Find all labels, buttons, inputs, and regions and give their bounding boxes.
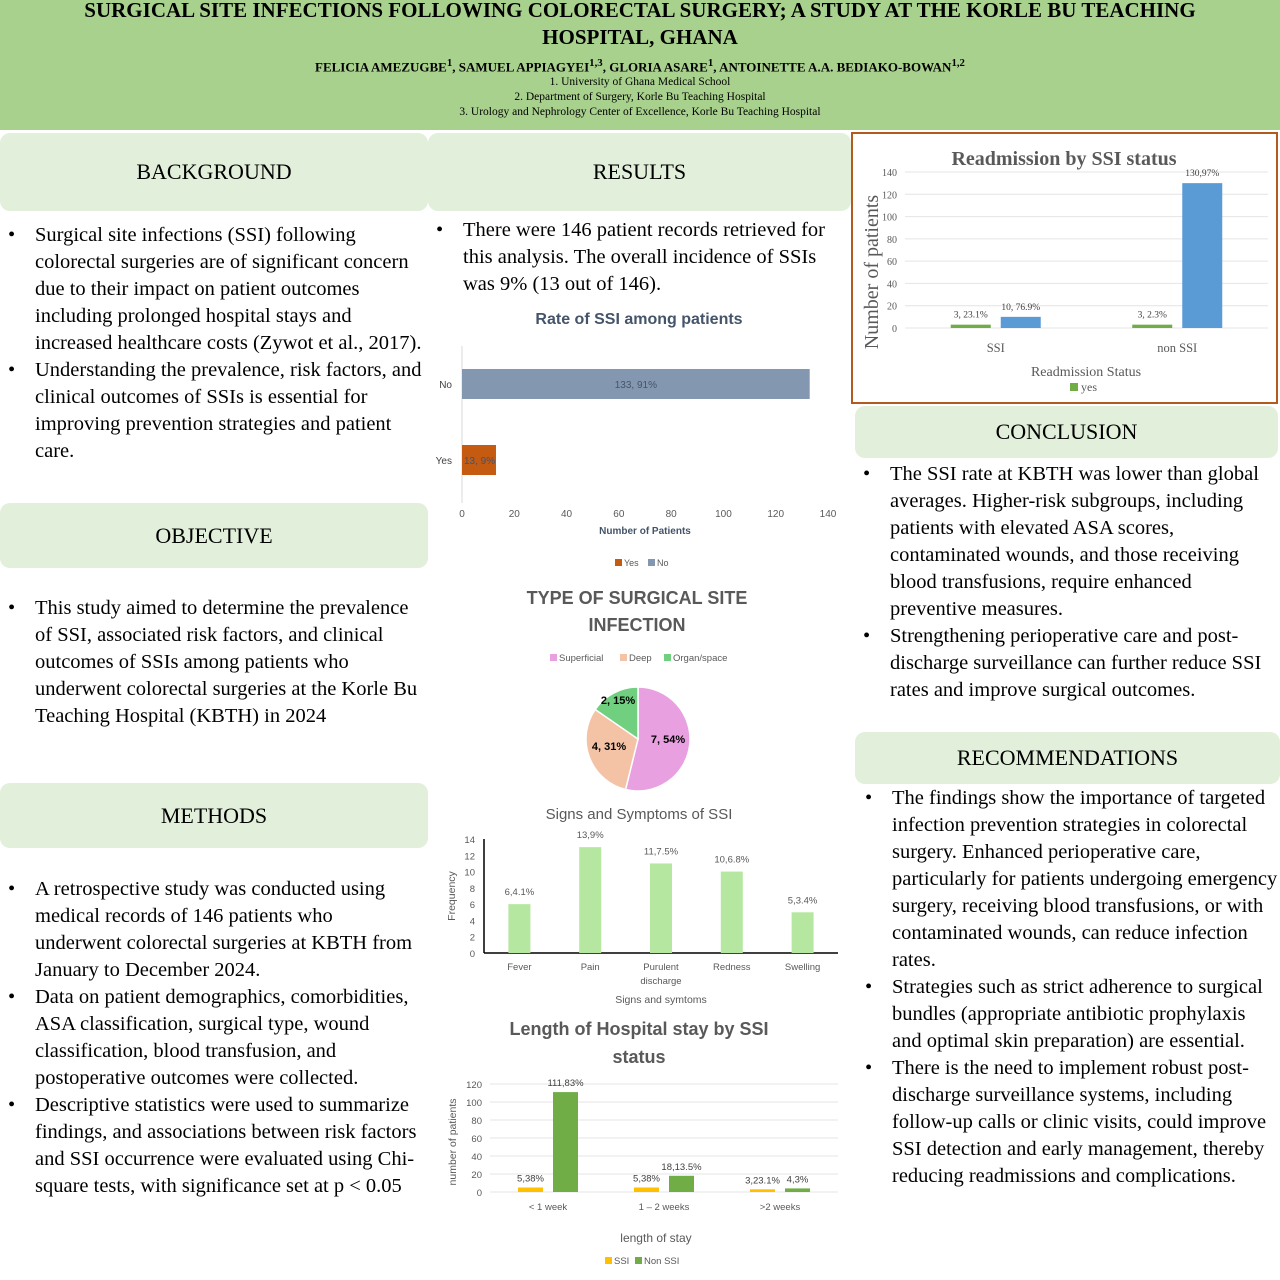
affiliation: 3. Urology and Nephrology Center of Excellence, Korle Bu Teaching Hospital	[459, 106, 821, 119]
readmission-svg	[853, 134, 1276, 402]
data-label: 7, 54%	[650, 734, 686, 746]
length-of-stay-chart	[428, 1010, 851, 1275]
x-axis-title: Number of Patients	[599, 526, 691, 537]
methods-text	[5, 876, 423, 1200]
data-label: 6,4.1%	[504, 887, 535, 899]
methods-bullet: • Descriptive statistics were used to summarize findings, and associations between risk factors and SSI occurrence were evaluated using Chi-square tests, with significance set at p < 0.05	[5, 1092, 423, 1200]
bar	[1182, 183, 1222, 328]
legend-swatch	[648, 559, 655, 566]
data-label: 2, 15%	[600, 695, 636, 707]
y-tick-label: 4	[469, 916, 475, 928]
objective-bullet: • This study aimed to determine the prevalence of SSI, associated risk factors, and clinical outcomes of SSIs among patients who underwent colorectal surgeries at the Korle Bu Teaching Hospital (KBTH) in 2024	[5, 595, 423, 730]
bar	[553, 1092, 578, 1192]
methods-heading: METHODS	[0, 783, 428, 848]
y-tick-label: 100	[882, 212, 897, 224]
author: ANTOINETTE A.A. BEDIAKO-BOWAN	[719, 59, 952, 75]
data-label: 5,38%	[633, 1173, 660, 1185]
background-bullet: • Understanding the prevalence, risk factors, and clinical outcomes of SSIs is essential for improving prevention strategies and patient care.	[5, 357, 423, 465]
x-axis-title: length of stay	[620, 1231, 692, 1245]
y-tick-label: 80	[471, 1116, 482, 1127]
recommendations-text	[862, 785, 1278, 1190]
bar	[785, 1188, 810, 1192]
methods-bullet: • Data on patient demographics, comorbidities, ASA classification, surgical type, wound classification, blood transfusion, and postoperative outcomes were collected.	[5, 984, 423, 1092]
data-label: 13, 9%	[464, 456, 496, 467]
y-tick-label: Yes	[435, 456, 452, 467]
data-label: 4,3%	[786, 1174, 809, 1186]
author: SAMUEL APPIAGYEI	[458, 59, 590, 75]
y-tick-label: 12	[464, 851, 475, 863]
legend-swatch	[635, 1257, 642, 1264]
y-tick-label: 60	[887, 257, 897, 269]
y-tick-label: 14	[464, 835, 475, 846]
y-tick-label: 40	[471, 1152, 482, 1163]
symptoms-svg	[428, 795, 851, 1010]
data-label: 5,3.4%	[787, 895, 818, 907]
bar	[508, 904, 530, 953]
x-tick-label: Purulent	[643, 962, 679, 973]
x-tick-label: 20	[508, 509, 520, 520]
ssi-rate-chart	[428, 300, 851, 580]
legend-swatch	[605, 1257, 612, 1264]
legend-label: Organ/space	[673, 653, 728, 664]
bar	[579, 847, 601, 953]
x-tick-label: Pain	[580, 962, 600, 973]
poster-title: SURGICAL SITE INFECTIONS FOLLOWING COLORECTAL SURGERY; A STUDY AT THE KORLE BU TEACHING HOSPITAL, GHANA	[84, 0, 1196, 49]
y-tick-label: 0	[892, 324, 897, 335]
x-tick-label: 80	[665, 509, 677, 520]
bar	[750, 1189, 775, 1192]
recommendations-bullet: • There is the need to implement robust post-discharge surveillance systems, including follow-up calls or clinic visits, could improve SSI detection and early management, thereby reducing readmissions and complications.	[862, 1055, 1278, 1190]
y-tick-label: 140	[882, 168, 897, 179]
author: GLORIA ASARE	[609, 59, 708, 75]
data-label: 3,23.1%	[745, 1175, 780, 1187]
legend-label: No	[657, 558, 669, 568]
y-tick-label: 100	[466, 1098, 482, 1109]
chart-title: status	[612, 1047, 666, 1067]
author-affiliation-mark: 1	[446, 57, 453, 69]
bar	[634, 1188, 659, 1193]
author: FELICIA AMEZUGBE	[315, 59, 447, 75]
y-tick-label: 60	[471, 1134, 482, 1145]
legend-swatch	[615, 559, 622, 566]
legend-label: Superficial	[559, 653, 604, 664]
bar	[1001, 317, 1041, 328]
y-tick-label: 8	[469, 883, 475, 895]
x-tick-label: Swelling	[784, 962, 821, 973]
results-bullet: • There were 146 patient records retrieved for this analysis. The overall incidence of SSIs was 9% (13 out of 146).	[433, 217, 848, 298]
legend-label: SSI	[614, 1256, 630, 1267]
data-label: 10, 76.9%	[1001, 302, 1041, 313]
legend-label: yes	[1081, 380, 1097, 394]
chart-title: Length of Hospital stay by SSI	[509, 1019, 769, 1039]
legend-label: Non SSI	[644, 1256, 680, 1267]
background-heading: BACKGROUND	[0, 133, 428, 211]
objective-heading: OBJECTIVE	[0, 503, 428, 568]
y-tick-label: 2	[469, 932, 475, 944]
x-tick-label: Fever	[507, 962, 532, 973]
bar	[721, 872, 743, 953]
y-tick-label: 20	[887, 301, 897, 313]
y-tick-label: 0	[476, 1188, 482, 1199]
y-tick-label: 80	[887, 234, 897, 246]
author-list: FELICIA AMEZUGBE$^1$, SAMUEL APPIAGYEI$^{1,3}$, GLORIA ASARE$^1$, ANTOINETTE A.A. BEDIAKO-BOWAN$^{1,2}$	[315, 57, 965, 75]
ssi-rate-svg	[428, 300, 851, 580]
data-label: 10,6.8%	[714, 854, 750, 866]
legend-label: Yes	[624, 558, 639, 568]
symptoms-chart	[428, 795, 851, 1010]
author-affiliation-mark: 1,3	[589, 57, 603, 69]
chart-title: Readmission by SSI status	[951, 148, 1177, 170]
ssi-type-svg	[428, 580, 851, 795]
chart-title: Rate of SSI among patients	[535, 311, 743, 328]
recommendations-bullet: • The findings show the importance of targeted infection prevention strategies in colorectal surgery. Enhanced perioperative care, particularly for patients undergoing emergency surgery, receiving blood transfusions, or with contaminated wounds, can reduce infection rates.	[862, 785, 1278, 974]
bar	[792, 912, 814, 953]
x-tick-label: 40	[561, 509, 573, 520]
affiliation: 1. University of Ghana Medical School	[549, 76, 731, 89]
legend-swatch	[620, 654, 627, 661]
legend-swatch	[664, 654, 671, 661]
data-label: 130,97%	[1185, 169, 1220, 180]
results-text	[433, 217, 848, 298]
y-tick-label: 120	[466, 1080, 482, 1091]
conclusion-heading: CONCLUSION	[855, 406, 1278, 458]
background-text	[5, 222, 423, 465]
bar	[1132, 325, 1172, 328]
conclusion-bullet: • Strengthening perioperative care and post-discharge surveillance can further reduce SSI rates and improve surgical outcomes.	[860, 623, 1276, 704]
chart-title: Signs and Symptoms of SSI	[545, 806, 733, 823]
x-tick-label: 120	[767, 509, 785, 520]
x-tick-label: 60	[613, 509, 625, 520]
bar	[650, 863, 672, 953]
readmission-chart	[851, 132, 1278, 404]
y-tick-label: 40	[887, 279, 897, 291]
x-tick-label: non SSI	[1157, 341, 1198, 355]
data-label: 3, 2.3%	[1137, 310, 1167, 321]
x-axis-title: Readmission Status	[1030, 365, 1142, 380]
x-tick-label: 1 – 2 weeks	[638, 1202, 690, 1213]
x-tick-label: < 1 week	[528, 1202, 568, 1213]
legend-swatch	[1070, 383, 1078, 391]
data-label: 18,13.5%	[661, 1161, 702, 1173]
affiliation: 2. Department of Surgery, Korle Bu Teaching Hospital	[514, 91, 766, 104]
x-tick-label: SSI	[986, 341, 1005, 355]
x-tick-label: discharge	[640, 976, 682, 987]
x-axis-title: Signs and symtoms	[615, 994, 707, 1006]
data-label: 3, 23.1%	[953, 310, 988, 321]
background-bullet: • Surgical site infections (SSI) following colorectal surgeries are of significant concern due to their impact on patient outcomes including prolonged hospital stays and increased healthcare costs (Zywot et al., 2017).	[5, 222, 423, 357]
y-tick-label: 20	[471, 1170, 482, 1181]
author-affiliation-mark: 1	[707, 57, 714, 69]
bar	[518, 1188, 543, 1193]
x-tick-label: Redness	[713, 962, 751, 973]
x-tick-label: 140	[819, 509, 837, 520]
y-axis-title: number of patients	[447, 1098, 459, 1186]
x-tick-label: 100	[715, 509, 732, 520]
data-label: 11,7.5%	[643, 846, 679, 858]
y-tick-label: 6	[469, 900, 475, 912]
data-label: 111,83%	[547, 1078, 584, 1090]
recommendations-bullet: • Strategies such as strict adherence to surgical bundles (appropriate antibiotic prophylaxis and optimal skin preparation) are essential.	[862, 974, 1278, 1055]
y-tick-label: No	[439, 380, 452, 391]
legend-label: Deep	[629, 653, 652, 664]
chart-title: TYPE OF SURGICAL SITE	[526, 588, 748, 608]
data-label: 4, 31%	[591, 741, 627, 753]
recommendations-heading: RECOMMENDATIONS	[855, 732, 1280, 784]
data-label: 133, 91%	[614, 380, 657, 391]
ssi-type-chart	[428, 580, 851, 795]
chart-title: INFECTION	[588, 615, 686, 635]
bar	[951, 325, 991, 328]
objective-text	[5, 595, 423, 730]
poster-header	[0, 0, 1280, 130]
legend-swatch	[550, 654, 557, 661]
x-tick-label: 0	[459, 509, 465, 520]
data-label: 13,9%	[576, 830, 604, 842]
bar	[669, 1176, 694, 1192]
conclusion-text	[860, 461, 1276, 704]
author-affiliation-mark: 1,2	[951, 57, 965, 69]
y-axis-title: Frequency	[446, 871, 458, 921]
y-tick-label: 10	[464, 867, 475, 879]
results-heading: RESULTS	[428, 133, 851, 211]
y-tick-label: 0	[469, 949, 475, 960]
y-axis-title: Number of patients	[861, 194, 883, 350]
y-tick-label: 120	[882, 190, 897, 202]
data-label: 5,38%	[517, 1173, 544, 1185]
methods-bullet: • A retrospective study was conducted using medical records of 146 patients who underwent colorectal surgeries at KBTH from January to December 2024.	[5, 876, 423, 984]
length-of-stay-svg	[428, 1010, 851, 1275]
conclusion-bullet: • The SSI rate at KBTH was lower than global averages. Higher-risk subgroups, including patients with elevated ASA scores, contaminated wounds, and those receiving blood transfusions, require enhanced preventive measures.	[860, 461, 1276, 623]
x-tick-label: >2 weeks	[759, 1202, 801, 1213]
